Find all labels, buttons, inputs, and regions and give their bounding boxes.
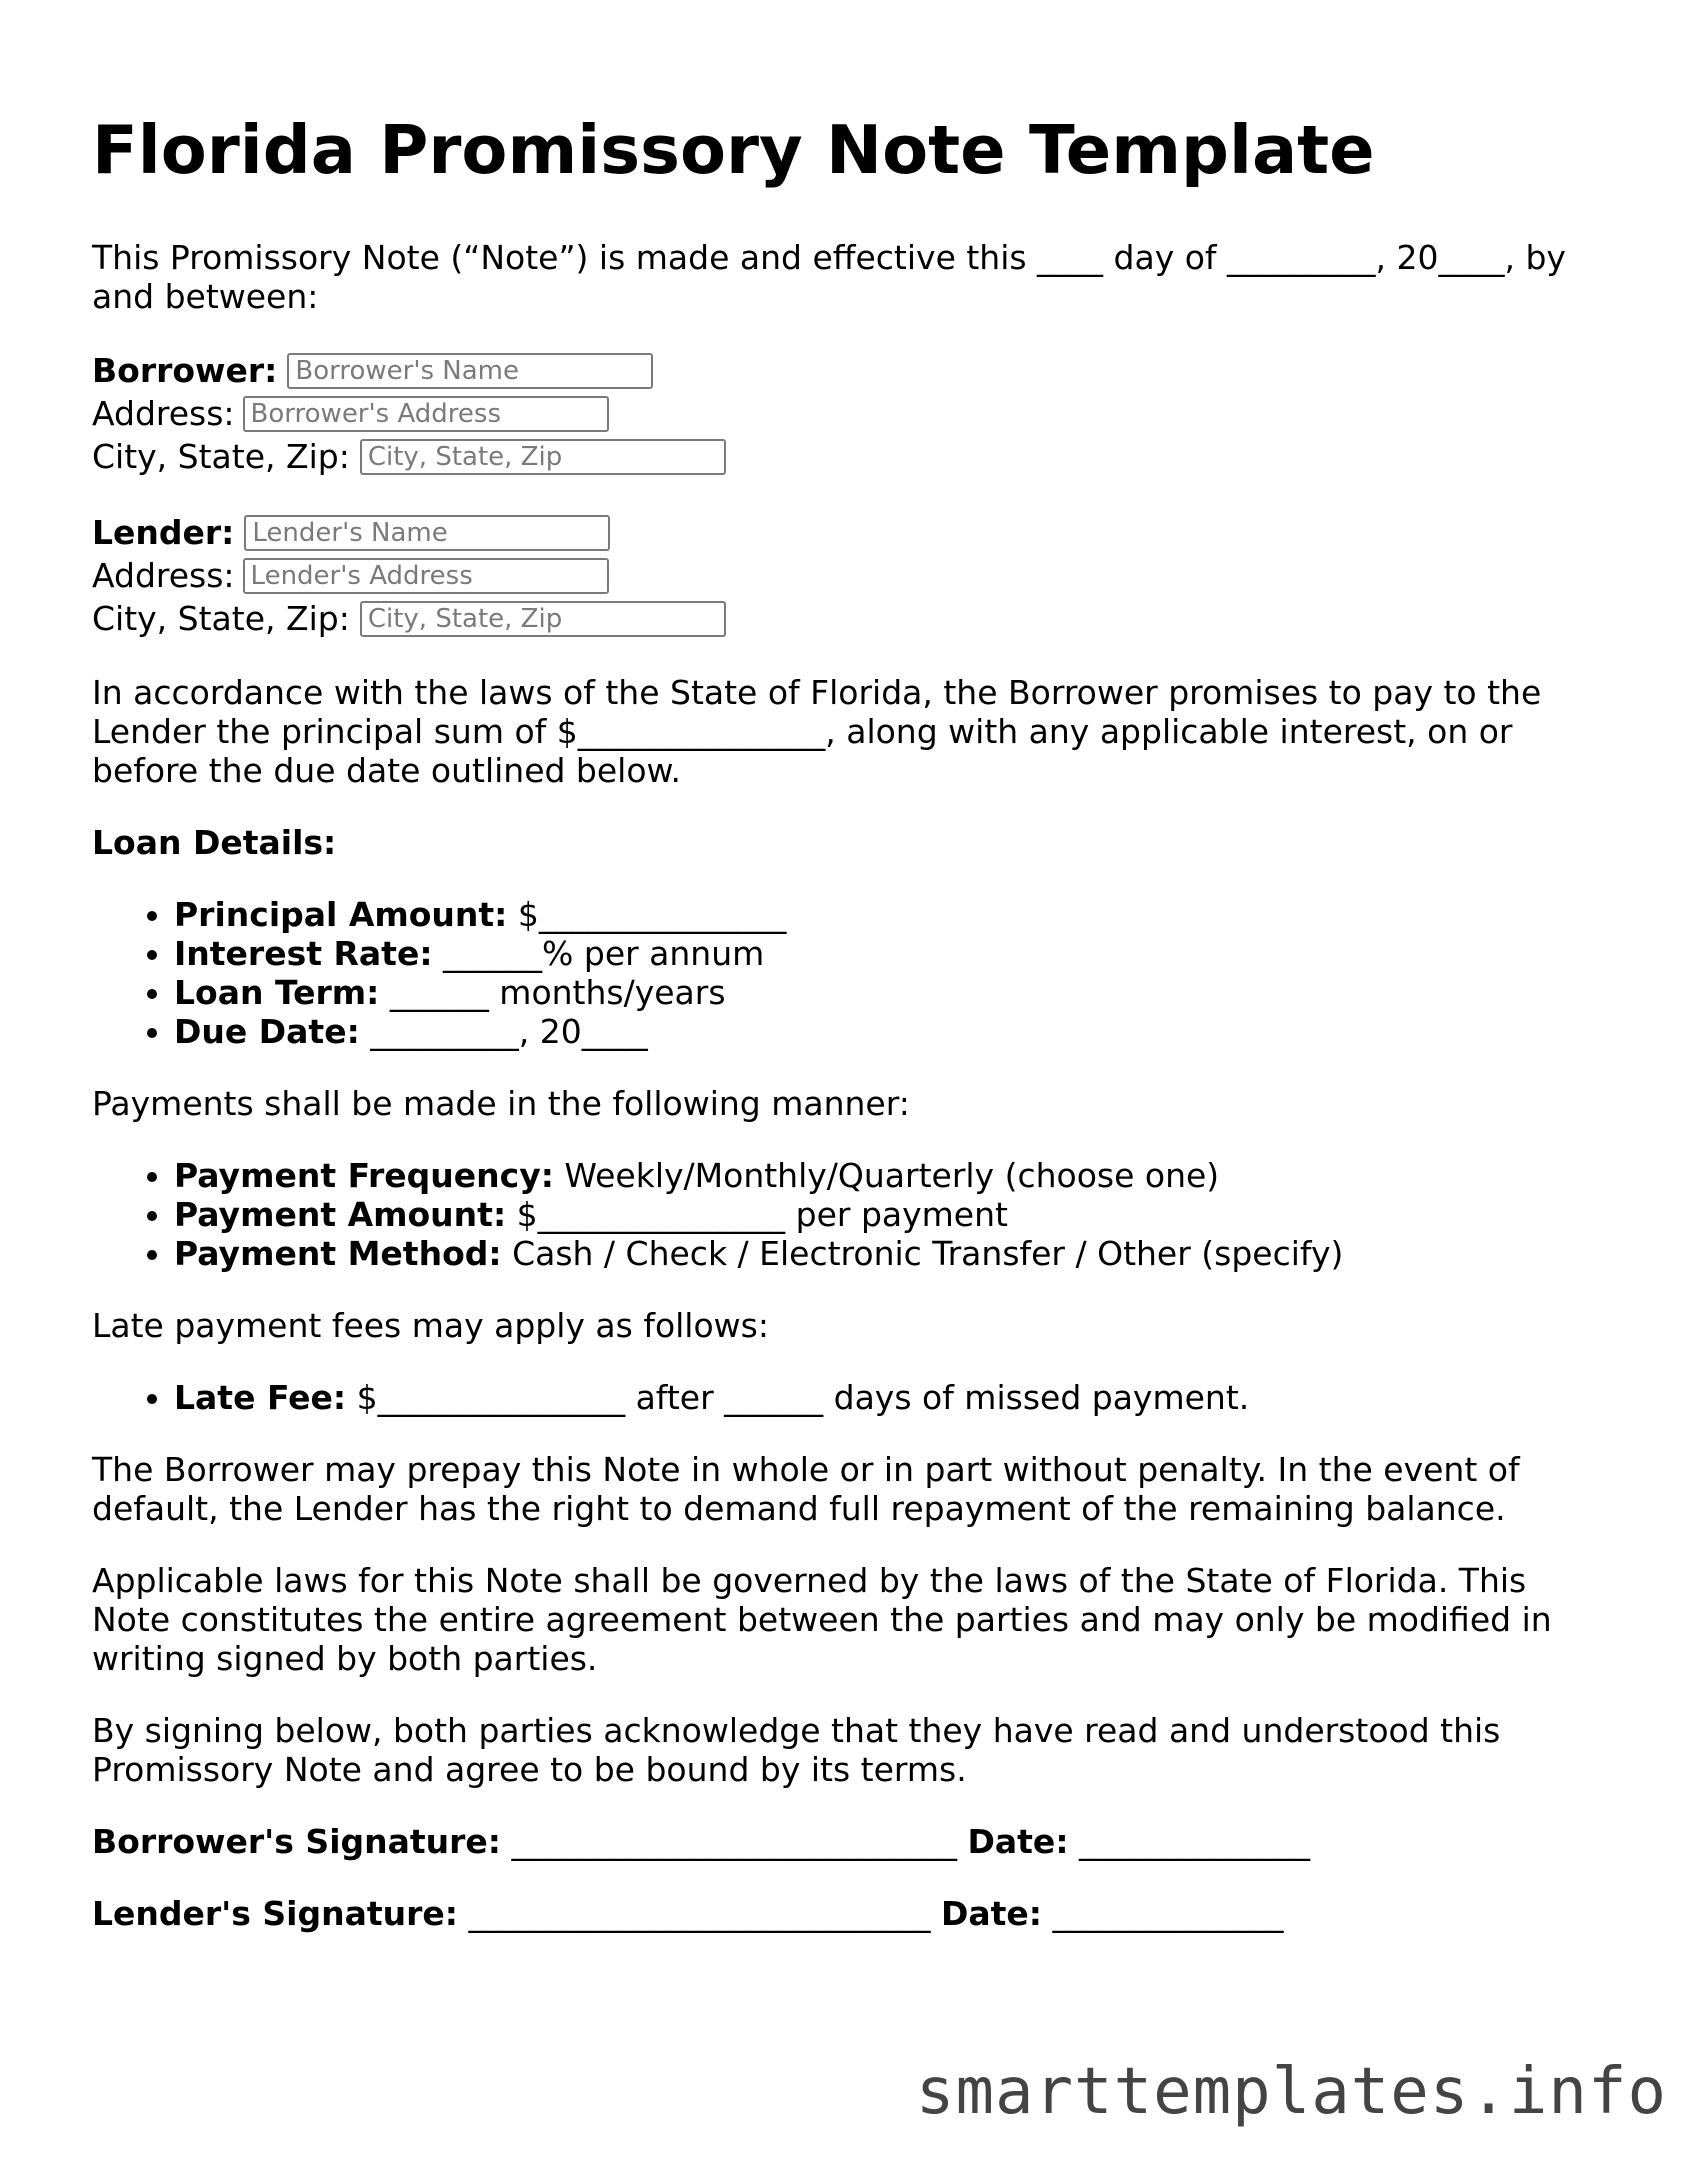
- borrower-address-input[interactable]: [243, 396, 609, 432]
- lender-city-input[interactable]: [360, 601, 726, 637]
- borrower-section: [92, 349, 1602, 478]
- acknowledge-paragraph: By signing below, both parties acknowledge that they have read and understood this Promissory Note and agree to be bound by its terms.: [92, 1711, 1501, 1790]
- lender-signature-blank: ____________________________: [458, 1894, 941, 1934]
- intro-paragraph: This Promissory Note (“Note”) is made and effective this ____ day of _________, 20____, by and between:: [92, 238, 1566, 317]
- payments-intro: Payments shall be made in the following manner:: [92, 1084, 910, 1124]
- lender-name-input[interactable]: [244, 515, 610, 551]
- lender-signature-label: Lender's Signature:: [92, 1894, 458, 1934]
- list-item-label: Due Date:: [174, 1012, 360, 1052]
- loan-details-heading-text: Loan Details:: [92, 823, 337, 863]
- borrower-address-label: Address:: [92, 394, 235, 434]
- governing-paragraph: Applicable laws for this Note shall be governed by the laws of the State of Florida. This Note constitutes the entire agreement between the parties and may only be modified in writing signed by both parties.: [92, 1561, 1552, 1679]
- lender-city-row: [92, 597, 1602, 640]
- borrower-name-input[interactable]: [287, 353, 653, 389]
- list-item-value: ______ months/years: [379, 973, 726, 1013]
- list-item-value: _________, 20____: [359, 1012, 648, 1052]
- borrower-city-row: [92, 435, 1602, 478]
- loan-details-heading: [92, 823, 1602, 862]
- lender-address-input[interactable]: [243, 558, 609, 594]
- lender-address-label: Address:: [92, 556, 235, 596]
- lender-signature-line: [92, 1894, 1602, 1933]
- list-item-value: $_______________ after ______ days of missed payment.: [346, 1378, 1250, 1418]
- borrower-name-row: [92, 349, 1602, 392]
- list-item-label: Late Fee:: [174, 1378, 347, 1418]
- list-item-label: Loan Term:: [174, 973, 380, 1013]
- list-item: [174, 1378, 1602, 1417]
- list-item: [174, 1156, 1602, 1195]
- list-item: [174, 934, 1602, 973]
- document-page: [92, 110, 1602, 1966]
- lender-name-label: Lender:: [92, 513, 235, 553]
- list-item-label: Principal Amount:: [174, 895, 508, 935]
- list-item: [174, 895, 1602, 934]
- list-item-value: Cash / Check / Electronic Transfer / Other (specify): [501, 1234, 1344, 1274]
- list-item: [174, 1012, 1602, 1051]
- list-item-value: Weekly/Monthly/Quarterly (choose one): [553, 1156, 1220, 1196]
- lender-name-row: [92, 511, 1602, 554]
- list-item: [174, 1234, 1602, 1273]
- borrower-name-label: Borrower:: [92, 351, 278, 391]
- watermark-text: smarttemplates.info: [915, 2055, 1667, 2129]
- list-item: [174, 973, 1602, 1012]
- borrower-signature-blank: ___________________________: [501, 1822, 968, 1862]
- list-item-label: Payment Amount:: [174, 1195, 507, 1235]
- borrower-signature-line: [92, 1822, 1602, 1861]
- page-title: Florida Promissory Note Template: [92, 111, 1375, 189]
- list-item-label: Payment Frequency:: [174, 1156, 554, 1196]
- lender-address-row: [92, 554, 1602, 597]
- list-item: [174, 1195, 1602, 1234]
- promise-paragraph: In accordance with the laws of the State of Florida, the Borrower promises to pay to the Lender the principal sum of $_______________, along with any applicable interest, on or before the due date outlined below.: [92, 673, 1542, 791]
- borrower-signature-label: Borrower's Signature:: [92, 1822, 502, 1862]
- list-item-value: $_______________ per payment: [506, 1195, 1008, 1235]
- lender-section: [92, 511, 1602, 640]
- late-intro: Late payment fees may apply as follows:: [92, 1306, 769, 1346]
- lender-city-label: City, State, Zip:: [92, 599, 350, 639]
- payments-list: [92, 1156, 1602, 1273]
- list-item-label: Interest Rate:: [174, 934, 433, 974]
- lender-date-label: Date:: [940, 1894, 1042, 1934]
- borrower-date-label: Date:: [967, 1822, 1069, 1862]
- list-item-label: Payment Method:: [174, 1234, 502, 1274]
- list-item-value: $_______________: [507, 895, 787, 935]
- list-item-value: ______% per annum: [432, 934, 765, 974]
- borrower-date-blank: ______________: [1068, 1822, 1311, 1862]
- loan-details-list: [92, 895, 1602, 1051]
- borrower-city-label: City, State, Zip:: [92, 437, 350, 477]
- prepay-paragraph: The Borrower may prepay this Note in whole or in part without penalty. In the event of default, the Lender has the right to demand full repayment of the remaining balance.: [92, 1450, 1520, 1529]
- lender-date-blank: ______________: [1042, 1894, 1284, 1934]
- borrower-address-row: [92, 392, 1602, 435]
- late-fee-list: [92, 1378, 1602, 1417]
- borrower-city-input[interactable]: [360, 439, 726, 475]
